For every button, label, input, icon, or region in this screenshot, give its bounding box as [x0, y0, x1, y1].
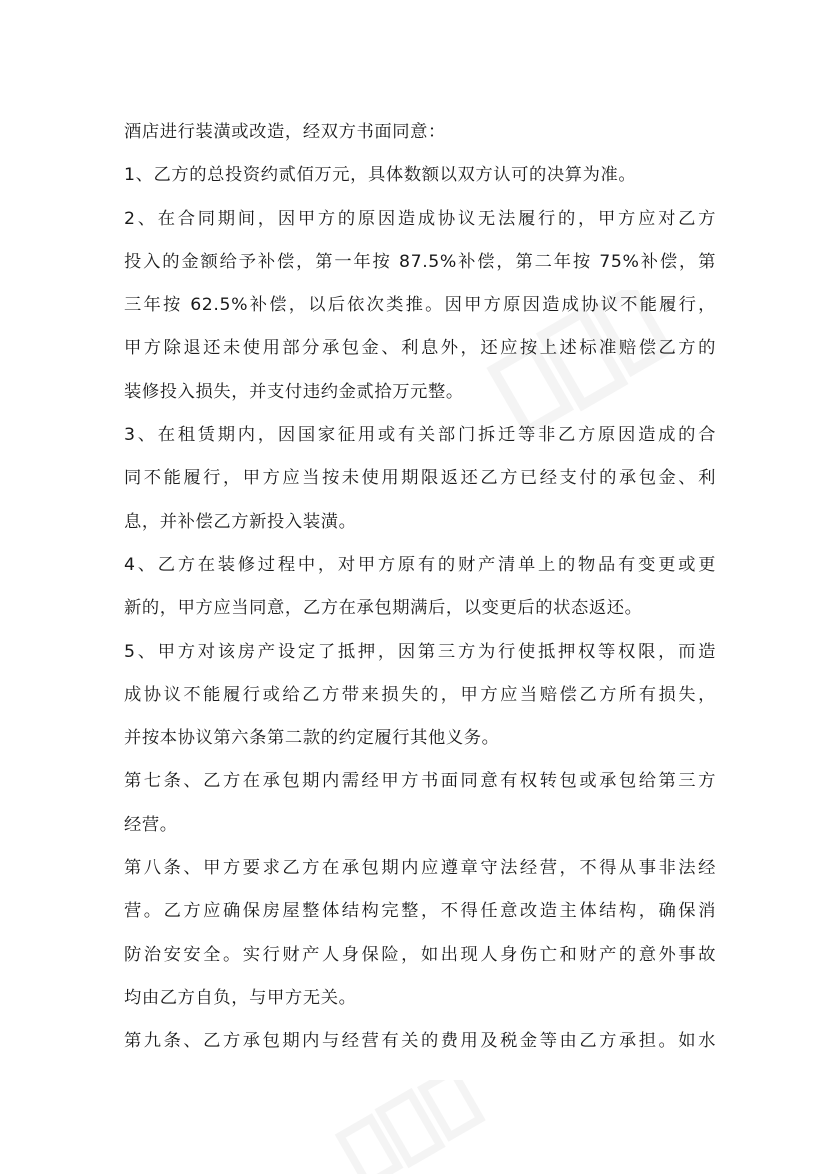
- text-line: 第九条、乙方承包期内与经营有关的费用及税金等由乙方承担。如水: [124, 1031, 716, 1052]
- text-line: 1、乙方的总投资约贰佰万元，具体数额以双方认可的决算为准。: [124, 165, 637, 186]
- document-body: [124, 111, 716, 1064]
- text-line: 均由乙方自负，与甲方无关。: [124, 987, 357, 1008]
- text-line: 同不能履行，甲方应当按未使用期限返还乙方已经支付的承包金、利: [124, 468, 716, 489]
- text-line: 第八条、甲方要求乙方在承包期内应遵章守法经营，不得从事非法经: [124, 858, 716, 879]
- text-line: 新的，甲方应当同意，乙方在承包期满后，以变更后的状态返还。: [124, 598, 643, 619]
- text-line: 5、甲方对该房产设定了抵押，因第三方为行使抵押权等权限，而造: [124, 641, 716, 662]
- text-line: 装修投入损失，并支付违约金贰拾万元整。: [124, 381, 464, 402]
- text-line: 酒店进行装潢或改造，经双方书面同意：: [124, 122, 446, 142]
- text-line: 第七条、乙方在承包期内需经甲方书面同意有权转包或承包给第三方: [124, 771, 716, 792]
- text-line: 4、乙方在装修过程中，对甲方原有的财产清单上的物品有变更或更: [124, 554, 716, 575]
- text-line: 三年按 62.5%补偿，以后依次类推。因甲方原因造成协议不能履行，: [124, 295, 716, 316]
- text-line: 成协议不能履行或给乙方带来损失的，甲方应当赔偿乙方所有损失，: [124, 684, 716, 705]
- text-line: 经营。: [124, 814, 178, 835]
- watermark-graphic-bottom: [330, 1080, 490, 1174]
- text-line: 并按本协议第六条第二款的约定履行其他义务。: [124, 728, 500, 749]
- text-line: 甲方除退还未使用部分承包金、利息外，还应按上述标准赔偿乙方的: [124, 338, 716, 359]
- text-line: 营。乙方应确保房屋整体结构完整，不得任意改造主体结构，确保消: [124, 901, 716, 922]
- text-line: 投入的金额给予补偿，第一年按 87.5%补偿，第二年按 75%补偿，第: [124, 251, 716, 272]
- text-line: 防治安安全。实行财产人身保险，如出现人身伤亡和财产的意外事故: [124, 944, 716, 965]
- text-line: 3、在租赁期内，因国家征用或有关部门拆迁等非乙方原因造成的合: [124, 425, 716, 446]
- text-line: 2、在合同期间，因甲方的原因造成协议无法履行的，甲方应对乙方: [124, 208, 716, 229]
- text-line: 息，并补偿乙方新投入装潢。: [124, 511, 357, 532]
